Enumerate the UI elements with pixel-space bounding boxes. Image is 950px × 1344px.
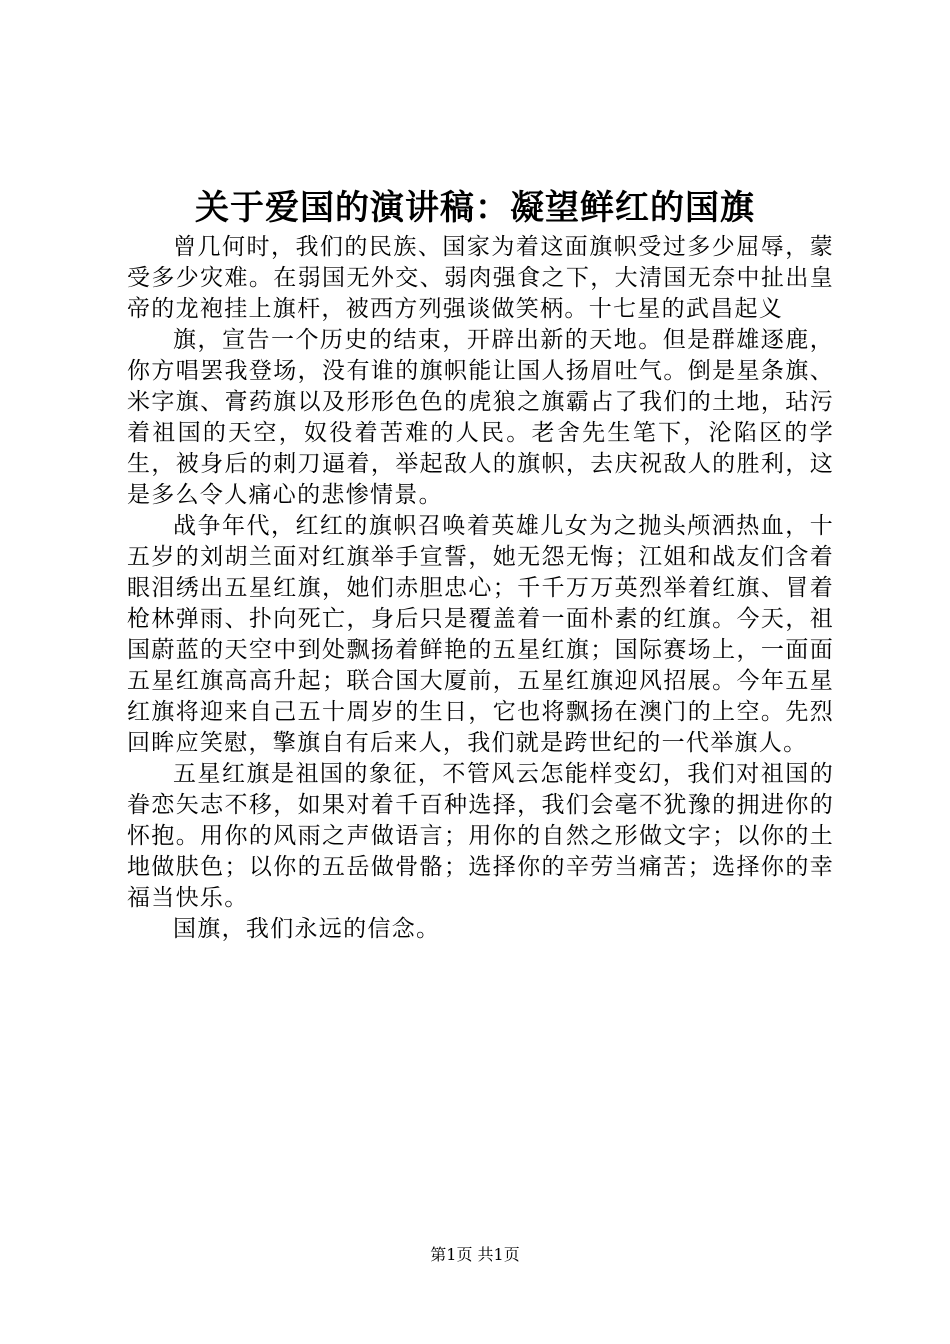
paragraph-4: 五星红旗是祖国的象征，不管风云怎能样变幻，我们对祖国的眷恋矢志不移，如果对着千百种选择，我们会毫不犹豫的拥进你的怀抱。用你的风雨之声做语言；用你的自然之形做文字；以你的土地做肤色；以你的五岳做骨骼；选择你的辛劳当痛苦；选择你的幸福当快乐。 xyxy=(127,761,834,911)
paragraph-3: 战争年代，红红的旗帜召唤着英雄儿女为之抛头颅洒热血，十五岁的刘胡兰面对红旗举手宣誓，她无怨无悔；江姐和战友们含着眼泪绣出五星红旗，她们赤胆忠心；千千万万英烈举着红旗、冒着枪林弹雨、扑向死亡，身后只是覆盖着一面朴素的红旗。今天，祖国蔚蓝的天空中到处飘扬着鲜艳的五星红旗；国际赛场上，一面面五星红旗高高升起；联合国大厦前，五星红旗迎风招展。今年五星红旗将迎来自己五十周岁的生日，它也将飘扬在澳门的上空。先烈回眸应笑慰，擎旗自有后来人，我们就是跨世纪的一代举旗人。 xyxy=(127,513,834,756)
paragraph-1: 曾几何时，我们的民族、国家为着这面旗帜受过多少屈辱，蒙受多少灾难。在弱国无外交、弱肉强食之下，大清国无奈中扯出皇帝的龙袍挂上旗杆，被西方列强谈做笑柄。十七星的武昌起义 xyxy=(127,234,834,322)
page-footer: 第1页 共1页 xyxy=(430,1245,520,1264)
paragraph-2: 旗，宣告一个历史的结束，开辟出新的天地。但是群雄逐鹿，你方唱罢我登场，没有谁的旗帜能让国人扬眉吐气。倒是星条旗、米字旗、膏药旗以及形形色色的虎狼之旗霸占了我们的土地，玷污着祖国的天空，奴役着苦难的人民。老舍先生笔下，沦陷区的学生，被身后的刺刀逼着，举起敌人的旗帜，去庆祝敌人的胜利，这是多么令人痛心的悲惨情景。 xyxy=(127,327,834,508)
document-body xyxy=(127,232,834,945)
paragraph-5: 国旗，我们永远的信念。 xyxy=(173,916,441,942)
document-title: 关于爱国的演讲稿：凝望鲜红的国旗 xyxy=(195,188,755,228)
